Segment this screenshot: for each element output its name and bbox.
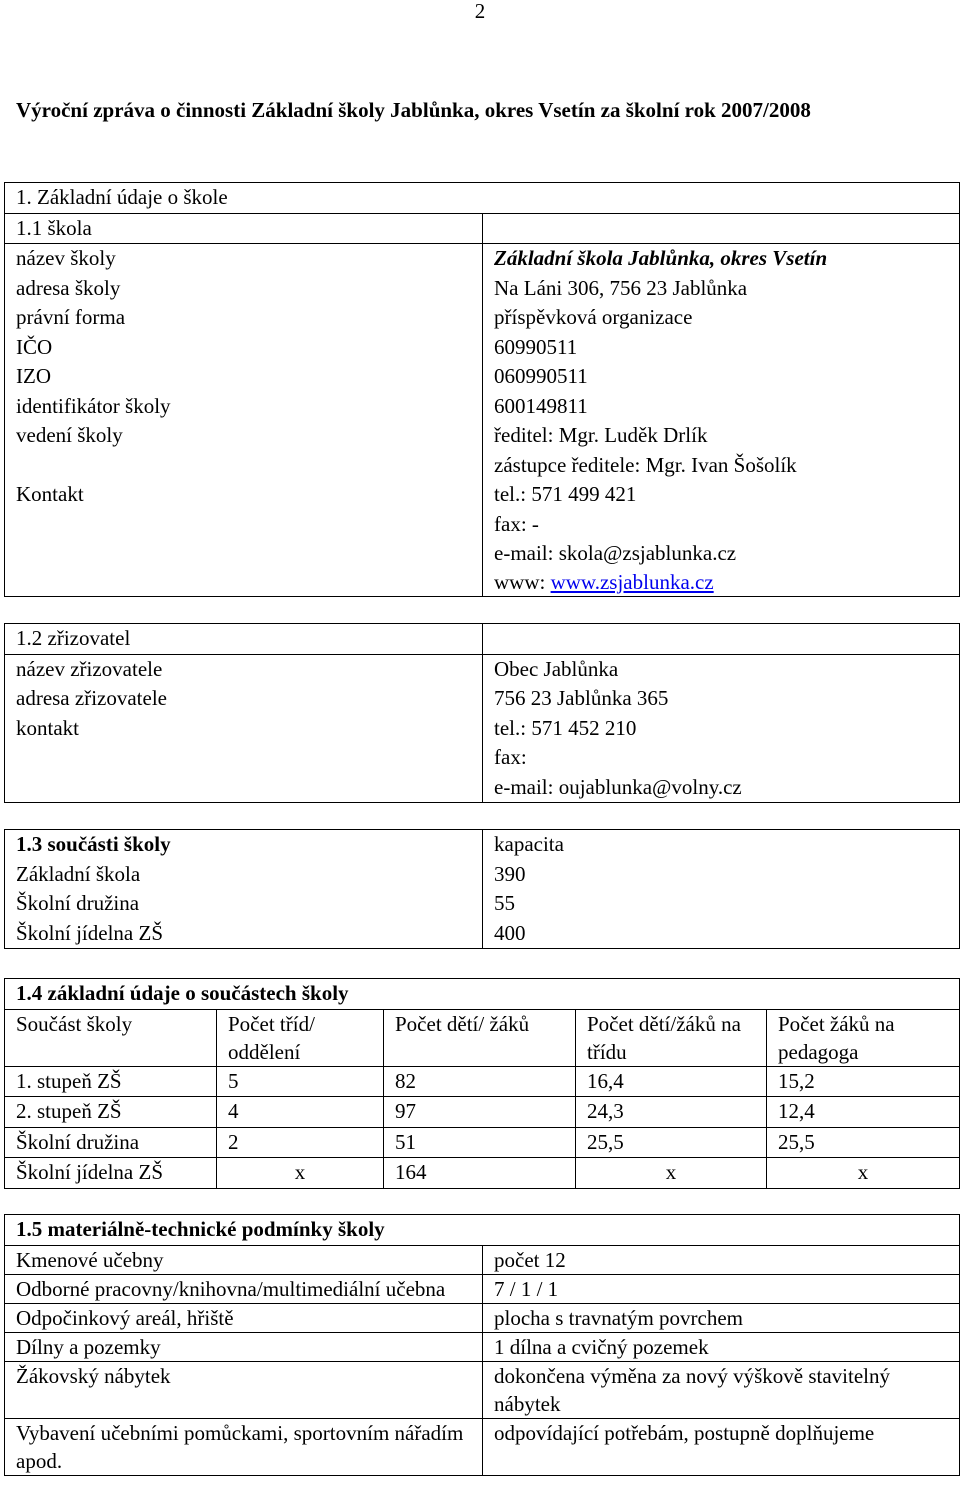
value-founder-address: 756 23 Jablůnka 365 [483,684,960,714]
col-header-pupils-per-teacher: Počet žáků na pedagoga [767,1009,960,1066]
section-1-table [4,182,960,597]
capacity-header: kapacita [483,830,960,860]
label-furniture: Žákovský nábytek [5,1361,483,1418]
section-2-table [4,623,960,803]
section-1-1-heading: 1.1 škola [5,213,483,244]
label-component-after-school: Školní družina [5,889,483,919]
value-classrooms: počet 12 [483,1245,960,1274]
school-website-link[interactable]: www.zsjablunka.cz [550,569,714,594]
founder-phone: tel.: 571 452 210 [494,715,637,740]
label-school-management: vedení školy [5,421,483,480]
section-5-table [4,1214,960,1476]
label-component-primary-school: Základní škola [5,860,483,890]
table-row: Školní družina 2 51 25,5 25,5 [5,1127,960,1158]
value-workshops: 1 dílna a cvičný pozemek [483,1332,960,1361]
col-header-component: Součást školy [5,1009,217,1066]
label-ico: IČO [5,333,483,363]
label-founder-name: název zřizovatele [5,654,483,684]
director-name: ředitel: Mgr. Luděk Drlík [494,423,708,447]
school-website: www: www.zsjablunka.cz [494,569,714,594]
section-1-4-heading: 1.4 základní údaje o součástech školy [5,979,960,1010]
label-founder-address: adresa zřizovatele [5,684,483,714]
value-furniture: dokončena výměna za nový výškově stavitelný nábytek [483,1361,960,1418]
value-school-management [483,421,960,480]
value-equipment: odpovídající potřebám, postupně doplňujeme [483,1418,960,1475]
value-specialized-rooms: 7 / 1 / 1 [483,1274,960,1303]
label-equipment: Vybavení učebními pomůckami, sportovním nářadím apod. [5,1418,483,1475]
label-playground: Odpočinkový areál, hřiště [5,1303,483,1332]
label-legal-form: právní forma [5,303,483,333]
deputy-director-name: zástupce ředitele: Mgr. Ivan Šošolík [494,452,797,477]
label-component-canteen: Školní jídelna ZŠ [5,919,483,949]
section-1-2-heading: 1.2 zřizovatel [5,624,483,655]
founder-email: e-mail: oujablunka@volny.cz [494,774,742,799]
table-row: 1. stupeň ZŠ 5 82 16,4 15,2 [5,1066,960,1097]
section-1-3-heading: 1.3 součásti školy [5,830,483,860]
label-contact: Kontakt [5,480,483,596]
value-legal-form: příspěvková organizace [483,303,960,333]
value-playground: plocha s travnatým povrchem [483,1303,960,1332]
label-specialized-rooms: Odborné pracovny/knihovna/multimediální učebna [5,1274,483,1303]
section-1-5-heading: 1.5 materiálně-technické podmínky školy [5,1215,960,1246]
value-ico: 60990511 [483,333,960,363]
col-header-pupil-count: Počet dětí/ žáků [384,1009,576,1066]
value-founder-name: Obec Jablůnka [483,654,960,684]
value-capacity-canteen: 400 [483,919,960,949]
label-school-name: název školy [5,244,483,274]
section-3-table [4,829,960,949]
section-1-heading: 1. Základní údaje o škole [5,183,960,214]
value-contact [483,480,960,596]
table-row: Školní jídelna ZŠ x 164 x x [5,1158,960,1189]
value-founder-contact [483,714,960,803]
label-izo: IZO [5,362,483,392]
table-row: 2. stupeň ZŠ 4 97 24,3 12,4 [5,1097,960,1128]
section-4-table [4,978,960,1189]
col-header-class-count: Počet tříd/ oddělení [217,1009,384,1066]
value-capacity-after-school: 55 [483,889,960,919]
school-phone: tel.: 571 499 421 [494,482,637,506]
value-izo: 060990511 [483,362,960,392]
page-number: 2 [474,0,486,23]
label-classrooms: Kmenové učebny [5,1245,483,1274]
label-school-address: adresa školy [5,274,483,304]
label-founder-contact: kontakt [5,714,483,803]
document-title: Výroční zpráva o činnosti Základní školy Jablůnka, okres Vsetín za školní rok 2007/2008 [16,98,811,122]
value-school-identifier: 600149811 [483,392,960,422]
value-school-name: Základní škola Jablůnka, okres Vsetín [483,244,960,274]
school-email: e-mail: skola@zsjablunka.cz [494,541,737,565]
school-fax: fax: - [494,511,539,536]
founder-fax: fax: [494,745,527,769]
label-school-identifier: identifikátor školy [5,392,483,422]
value-school-address: Na Láni 306, 756 23 Jablůnka [483,274,960,304]
label-workshops: Dílny a pozemky [5,1332,483,1361]
value-capacity-primary-school: 390 [483,860,960,890]
col-header-pupils-per-class: Počet dětí/žáků na třídu [576,1009,767,1066]
